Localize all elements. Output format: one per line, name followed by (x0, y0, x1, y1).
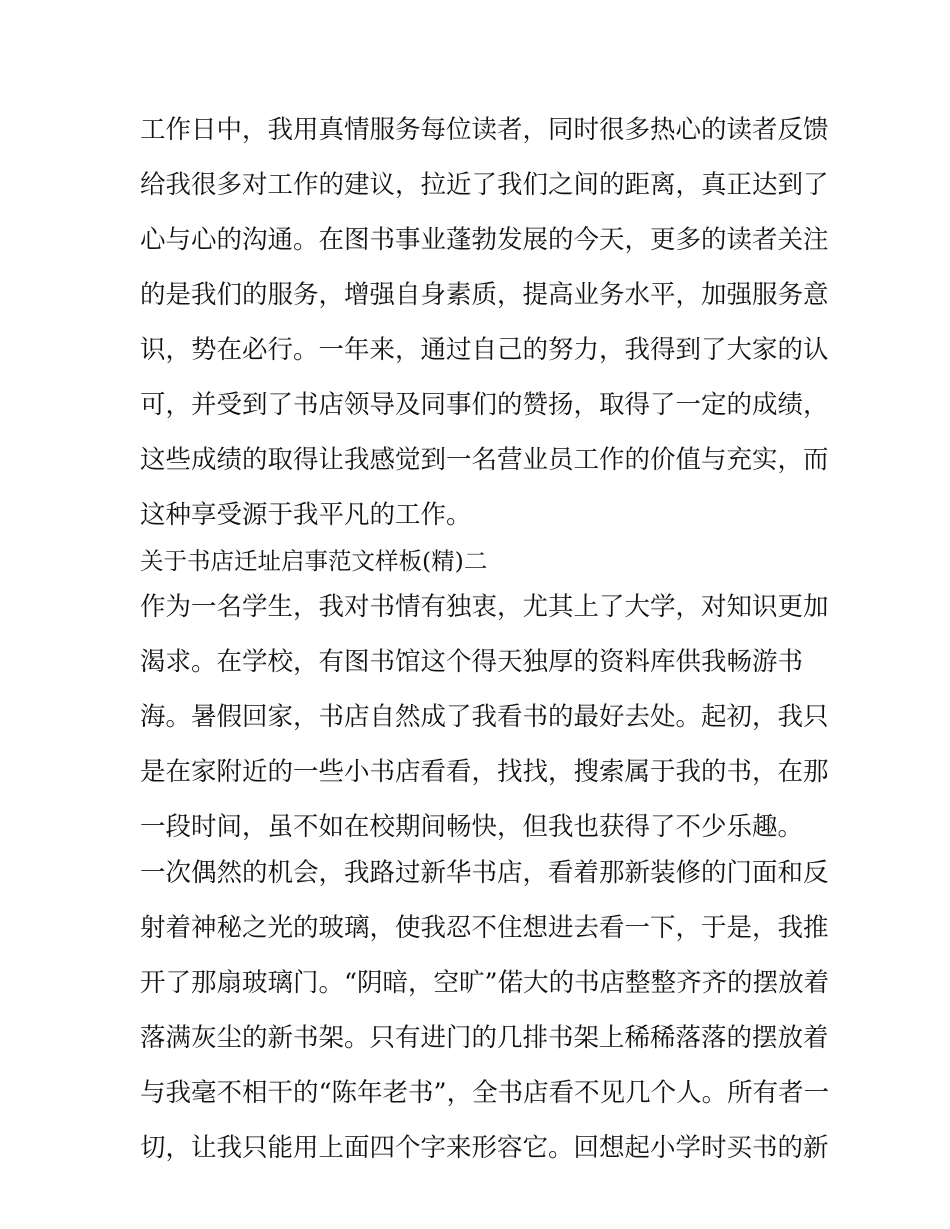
text-line: 作为一名学生，我对书情有独衷，尤其上了大学，对知识更加 (140, 592, 829, 622)
text-line: 的是我们的服务，增强自身素质，提高业务水平，加强服务意 (140, 280, 829, 310)
paragraph-3 (140, 855, 830, 1167)
text-line: 给我很多对工作的建议，拉近了我们之间的距离，真正达到了 (140, 170, 829, 200)
text-line: 是在家附近的一些小书店看看，找找，搜索属于我的书，在那 (140, 757, 829, 787)
text-line: 切，让我只能用上面四个字来形容它。回想起小学时买书的新 (140, 1133, 829, 1163)
section-heading: 关于书店迁址启事范文样板(精)二 (140, 547, 488, 575)
text-line: 海。暑假回家，书店自然成了我看书的最好去处。起初，我只 (140, 702, 829, 732)
text-line: 一段时间，虽不如在校期间畅快，但我也获得了不少乐趣。 (140, 812, 804, 842)
text-line: 可，并受到了书店领导及同事们的赞扬，取得了一定的成绩， (140, 390, 829, 420)
paragraph-1 (140, 112, 829, 534)
text-line: 开了那扇玻璃门。“阴暗，空旷”偌大的书店整整齐齐的摆放着 (140, 968, 830, 998)
text-line: 射着神秘之光的玻璃，使我忍不住想进去看一下，于是，我推 (140, 913, 829, 943)
text-line: 渴求。在学校，有图书馆这个得天独厚的资料库供我畅游书 (140, 647, 804, 677)
text-line: 心与心的沟通。在图书事业蓬勃发展的今天，更多的读者关注 (140, 225, 829, 255)
text-line: 识，势在必行。一年来，通过自己的努力，我得到了大家的认 (140, 335, 829, 365)
document-body (140, 112, 830, 1167)
text-line: 与我毫不相干的“陈年老书”，全书店看不见几个人。所有者一 (140, 1078, 830, 1108)
text-line: 工作日中，我用真情服务每位读者，同时很多热心的读者反馈 (140, 115, 829, 145)
paragraph-2 (140, 589, 829, 846)
text-line: 落满灰尘的新书架。只有进门的几排书架上稀稀落落的摆放着 (140, 1023, 829, 1053)
text-line: 一次偶然的机会，我路过新华书店，看着那新装修的门面和反 (140, 858, 829, 888)
text-line: 这种享受源于我平凡的工作。 (140, 500, 472, 530)
text-line: 这些成绩的取得让我感觉到一名营业员工作的价值与充实，而 (140, 445, 829, 475)
